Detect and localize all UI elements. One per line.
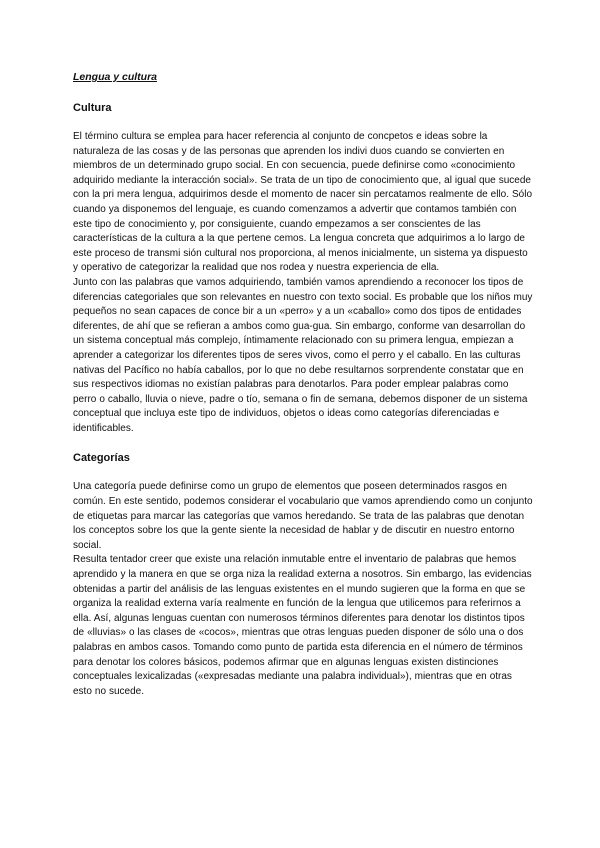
paragraph-cultura-2: Junto con las palabras que vamos adquiriendo, también vamos aprendiendo a reconocer los tipos de diferencias categoriales que son relevantes en nuestro con texto social. Es probable que los niños muy pequeños no sean capaces de conce bir a un «perro» y a un «caballo» como dos tipos de entidades diferentes, de ahí que se refieran a ambos como gua-gua. Sin embargo, conforme van desarrollan do un sistema conceptual más complejo, íntimamente relacionado con su primera lengua, empiezan a aprender a categorizar los diferentes tipos de seres vivos, como el perro y el caballo. En las culturas nativas del Pacífico no había caballos, por lo que no debe resultarnos sorprendente constatar que en sus respectivos idiomas no existían palabras para denotarlos. Para poder emplear palabras como perro o caballo, lluvia o nieve, padre o tío, semana o fin de semana, debemos disponer de un sistema conceptual que incluya este tipo de individuos, objetos o ideas como categorías diferenciadas e identificables.	[73, 276, 533, 434]
spacer	[73, 465, 533, 480]
document-page	[73, 70, 533, 699]
paragraph-cultura-1: El término cultura se emplea para hacer referencia al conjunto de concpetos e ideas sobre la naturaleza de las cosas y de las personas que aprenden los indivi duos cuando se convierten en miembros de un determinado grupo social. En con secuencia, puede definirse como «conocimiento adquirido mediante la interacción social». Se trata de un tipo de conocimiento que, al igual que sucede con la pri mera lengua, adquirimos desde el momento de nacer sin percatamos realmente de ello. Sólo cuando ya disponemos del lenguaje, es cuando comenzamos a advertir que contamos también con este tipo de conocimiento y, por consiguiente, cuando empezamos a ser conscientes de las características de la cultura a la que pertene cemos. La lengua concreta que adquirimos a lo largo de este proceso de transmi sión cultural nos proporciona, al menos inicialmente, un sistema ya dispuesto y operativo de categorizar la realidad que nos rodea y nuestra experiencia de ella.	[73, 131, 533, 274]
paragraph-categorias-1: Una categoría puede definirse como un grupo de elementos que poseen determinados rasgos en común. En este sentido, podemos considerar el vocabulario que vamos aprendiendo como un conjunto de etiquetas para marcar las categorías que vamos heredando. Se trata de las palabras que denotan los conceptos sobre los que la gente siente la necesidad de hablar y de discutir en nuestro entorno social.	[73, 481, 533, 551]
paragraph-categorias-2: Resulta tentador creer que existe una relación inmutable entre el inventario de palabras que hemos aprendido y la manera en que se orga niza la realidad externa a nosotros. Sin embargo, las evidencias obtenidas a partir del análisis de las lenguas existentes en el mundo sugieren que la forma en que se organiza la realidad externa varía realmente en función de la lengua que utilicemos para referirnos a ella. Así, algunas lenguas cuentan con numerosos términos diferentes para denotar los distintos tipos de «lluvias» o las clases de «cocos», mientras que otras lenguas pueden disponer de sólo una o dos palabras en ambos casos. Tomando como punto de partida esta diferencia en el número de términos para denotar los colores básicos, podemos afirmar que en algunas lenguas existen distinciones conceptuales lexicalizadas («expresadas mediante una palabra individual»), mientras que en otras esto no sucede.	[73, 554, 532, 697]
spacer	[73, 84, 533, 101]
section-heading-categorias: Categorías	[73, 452, 130, 465]
spacer	[73, 436, 533, 451]
spacer	[73, 115, 533, 130]
section-heading-cultura: Cultura	[73, 102, 112, 114]
document-title: Lengua y cultura	[73, 71, 158, 83]
